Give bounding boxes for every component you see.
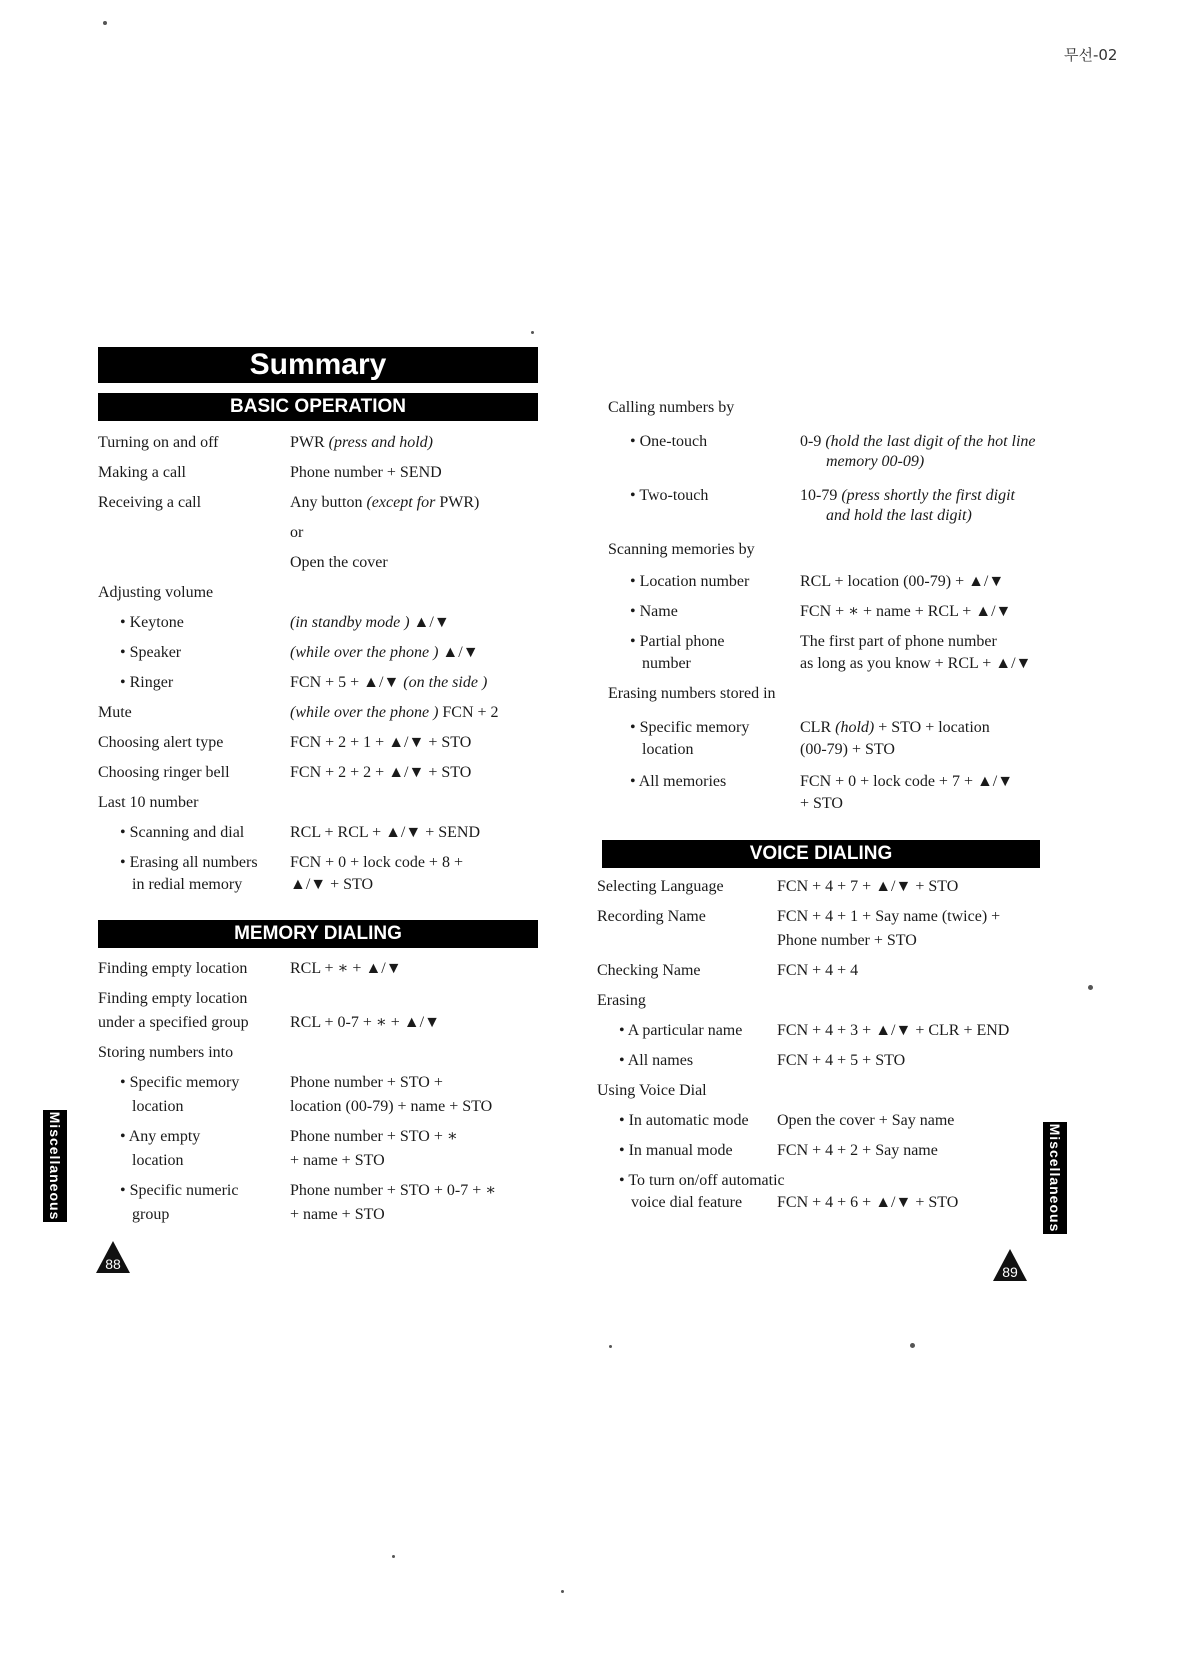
voice-row [597,1193,1067,1213]
row-label: • Keytone [120,614,184,631]
row-keys [290,463,442,483]
corner-label: 무선-02 [1064,46,1118,64]
row-keys [290,1013,440,1033]
key-sequence: CLR [800,719,836,736]
key-sequence: 0-9 [800,433,826,450]
page-number-left: 88 [95,1240,131,1274]
row-label: Choosing ringer bell [98,764,230,781]
row-label: Turning on and off [98,434,219,451]
key-sequence: ▲/▼ [409,614,450,631]
key-sequence: Phone number + STO + 0-7 + ∗ [290,1182,497,1199]
italic-note: (while over the phone ) [290,644,439,661]
voice-row [597,931,1067,951]
basic-row [98,853,568,873]
key-sequence: FCN + 5 + ▲/▼ [290,674,404,691]
row-label: • To turn on/off automatic [619,1172,785,1189]
memory-row [98,1181,568,1201]
key-sequence: RCL + location (00-79) + ▲/▼ [800,573,1005,590]
calling-row [608,740,1078,760]
row-label: Making a call [98,464,186,481]
row-label: location [132,1098,184,1115]
key-sequence: ▲/▼ + STO [290,876,374,893]
row-keys [800,632,997,652]
memory-dialing-header: MEMORY DIALING [98,920,538,948]
row-label: voice dial feature [631,1194,743,1211]
key-sequence: 10-79 [800,487,842,504]
row-label: under a specified group [98,1014,249,1031]
row-keys [290,1205,385,1225]
key-sequence: + STO [800,795,843,812]
row-label: • One-touch [630,433,708,450]
calling-row [608,654,1078,674]
row-keys [777,1111,954,1131]
basic-row [98,703,568,723]
row-keys [777,877,958,897]
row-keys [290,613,450,633]
row-label: • All names [619,1052,694,1069]
scan-speck [103,21,107,25]
row-keys [800,654,1031,674]
row-label: Calling numbers by [608,399,735,416]
basic-row [98,583,568,603]
row-keys [800,486,1015,506]
key-sequence: FCN + 4 + 3 + ▲/▼ + CLR + END [777,1022,1010,1039]
row-label: Finding empty location [98,990,248,1007]
row-keys [290,733,471,753]
summary-title: Summary [249,348,387,381]
basic-row [98,875,568,895]
row-label: • Scanning and dial [120,824,245,841]
basic-operation-header: BASIC OPERATION [98,393,538,421]
basic-row [98,733,568,753]
key-sequence: FCN + 2 + 2 + ▲/▼ + STO [290,764,472,781]
row-keys [290,959,402,979]
basic-row [98,463,568,483]
basic-row [98,823,568,843]
row-label: group [132,1206,170,1223]
row-label: Erasing numbers stored in [608,685,776,702]
row-keys [800,432,1036,452]
key-sequence: Open the cover + Say name [777,1112,955,1129]
side-tab-left: Miscellaneous [43,1110,67,1222]
key-sequence: RCL + ∗ + ▲/▼ [290,960,402,977]
row-keys [800,718,990,738]
row-label: • Speaker [120,644,182,661]
voice-row [597,961,1067,981]
calling-row [608,602,1078,622]
italic-note: (on the side ) [403,674,488,691]
row-keys [777,961,858,981]
row-keys [826,506,972,526]
calling-row [608,398,1078,418]
voice-row [597,1051,1067,1071]
basic-row [98,493,568,513]
key-sequence: Phone number + STO [777,932,917,949]
voice-row [597,1171,1067,1191]
row-keys [777,1141,938,1161]
row-label: location [642,741,694,758]
key-sequence: location (00-79) + name + STO [290,1098,493,1115]
row-keys [290,1073,443,1093]
row-label: Receiving a call [98,494,202,511]
row-keys [290,1127,458,1147]
key-sequence: + name + STO [290,1206,385,1223]
voice-row [597,1021,1067,1041]
basic-row [98,673,568,693]
calling-row [608,772,1078,792]
voice-row [597,1111,1067,1131]
row-label: • In manual mode [619,1142,733,1159]
key-sequence: FCN + 4 + 1 + Say name (twice) + [777,908,1001,925]
basic-row [98,613,568,633]
row-keys [800,602,1011,622]
row-label: Mute [98,704,132,721]
key-sequence: PWR) [435,494,480,511]
row-keys [290,673,487,693]
row-label: Choosing alert type [98,734,224,751]
scan-speck [392,1555,395,1558]
row-label: Selecting Language [597,878,724,895]
italic-note: memory 00-09) [826,453,925,470]
calling-row [608,684,1078,704]
basic-row [98,433,568,453]
voice-dialing-header: VOICE DIALING [602,840,1040,868]
row-label: Erasing [597,992,646,1009]
memory-row [98,1097,568,1117]
row-label: Storing numbers into [98,1044,234,1061]
row-label: • Specific memory [630,719,750,736]
key-sequence: Any button [290,494,367,511]
calling-row [608,432,1078,452]
key-sequence: + STO + location [874,719,990,736]
key-sequence: RCL + 0-7 + ∗ + ▲/▼ [290,1014,440,1031]
calling-row [608,794,1078,814]
italic-note: (while over the phone ) [290,704,439,721]
row-label: • A particular name [619,1022,743,1039]
row-keys [290,823,480,843]
row-keys [290,1097,492,1117]
scan-speck [609,1345,612,1348]
row-label: Scanning memories by [608,541,755,558]
row-keys [826,452,924,472]
row-label: • Ringer [120,674,174,691]
key-sequence: FCN + ∗ + name + RCL + ▲/▼ [800,603,1012,620]
row-keys [800,794,843,814]
row-label: • Location number [630,573,750,590]
row-label: • In automatic mode [619,1112,749,1129]
key-sequence: FCN + 0 + lock code + 8 + [290,854,463,871]
basic-row [98,643,568,663]
calling-row [608,486,1078,506]
row-keys [290,553,388,573]
voice-row [597,1081,1067,1101]
scan-speck [531,331,534,334]
voice-row [597,1141,1067,1161]
row-keys [290,1151,385,1171]
calling-row [608,540,1078,560]
key-sequence: Phone number + STO + [290,1074,443,1091]
memory-row [98,1013,568,1033]
memory-row [98,1151,568,1171]
row-keys [290,493,479,513]
row-keys [777,1193,958,1213]
calling-row [608,452,1078,472]
memory-row [98,959,568,979]
row-label: Adjusting volume [98,584,214,601]
italic-note: (press shortly the first digit [841,487,1015,504]
memory-row [98,1205,568,1225]
key-sequence: as long as you know + RCL + ▲/▼ [800,655,1032,672]
row-keys [800,740,895,760]
key-sequence: PWR [290,434,329,451]
side-tab-right: Miscellaneous [1043,1122,1067,1234]
key-sequence: FCN + 4 + 6 + ▲/▼ + STO [777,1194,959,1211]
calling-row [608,718,1078,738]
row-keys [290,433,433,453]
row-label: Last 10 number [98,794,199,811]
key-sequence: + name + STO [290,1152,385,1169]
italic-note: (hold) [835,719,875,736]
calling-row [608,506,1078,526]
key-sequence: or [290,524,304,541]
row-keys [290,643,479,663]
scan-speck [910,1343,915,1348]
voice-row [597,991,1067,1011]
row-label: Using Voice Dial [597,1082,707,1099]
row-keys [777,1051,905,1071]
key-sequence: FCN + 4 + 5 + STO [777,1052,906,1069]
page-number-right: 89 [992,1248,1028,1282]
basic-row [98,793,568,813]
basic-row [98,763,568,783]
scan-speck [561,1590,564,1593]
row-label: • Erasing all numbers [120,854,258,871]
row-label: • Any empty [120,1128,201,1145]
key-sequence: RCL + RCL + ▲/▼ + SEND [290,824,481,841]
row-label: • Two-touch [630,487,709,504]
memory-row [98,1073,568,1093]
row-keys [777,1021,1009,1041]
calling-row [608,572,1078,592]
row-label: in redial memory [132,876,243,893]
row-label: • Partial phone [630,633,725,650]
basic-row [98,553,568,573]
row-keys [290,523,303,543]
row-label: Checking Name [597,962,701,979]
memory-row [98,989,568,1009]
calling-row [608,632,1078,652]
row-keys [800,572,1004,592]
key-sequence: FCN + 2 + 1 + ▲/▼ + STO [290,734,472,751]
key-sequence: The first part of phone number [800,633,997,650]
voice-row [597,907,1067,927]
key-sequence: (00-79) + STO [800,741,895,758]
basic-row [98,523,568,543]
key-sequence: ▲/▼ [438,644,479,661]
voice-row [597,877,1067,897]
key-sequence: Phone number + STO + ∗ [290,1128,458,1145]
italic-note: and hold the last digit) [826,507,972,524]
key-sequence: FCN + 2 [438,704,499,721]
key-sequence: FCN + 4 + 2 + Say name [777,1142,938,1159]
row-label: • Name [630,603,678,620]
key-sequence: Open the cover [290,554,388,571]
row-keys [290,763,471,783]
row-label: Recording Name [597,908,706,925]
row-label: • Specific memory [120,1074,240,1091]
key-sequence: FCN + 4 + 7 + ▲/▼ + STO [777,878,959,895]
summary-title-bar [98,347,538,383]
row-keys [800,772,1013,792]
key-sequence: FCN + 0 + lock code + 7 + ▲/▼ [800,773,1014,790]
row-keys [290,875,373,895]
key-sequence: FCN + 4 + 4 [777,962,859,979]
memory-row [98,1127,568,1147]
row-label: • All memories [630,773,727,790]
row-label: • Specific numeric [120,1182,239,1199]
scan-speck [1088,985,1093,990]
row-label: location [132,1152,184,1169]
row-keys [290,703,499,723]
row-keys [290,1181,496,1201]
italic-note: (except for [366,494,436,511]
italic-note: (hold the last digit of the hot line [825,433,1036,450]
row-label: number [642,655,691,672]
row-label: Finding empty location [98,960,248,977]
row-keys [290,853,463,873]
italic-note: (in standby mode ) [290,614,410,631]
row-keys [777,907,1000,927]
memory-row [98,1043,568,1063]
key-sequence: Phone number + SEND [290,464,442,481]
row-keys [777,931,917,951]
italic-note: (press and hold) [328,434,433,451]
